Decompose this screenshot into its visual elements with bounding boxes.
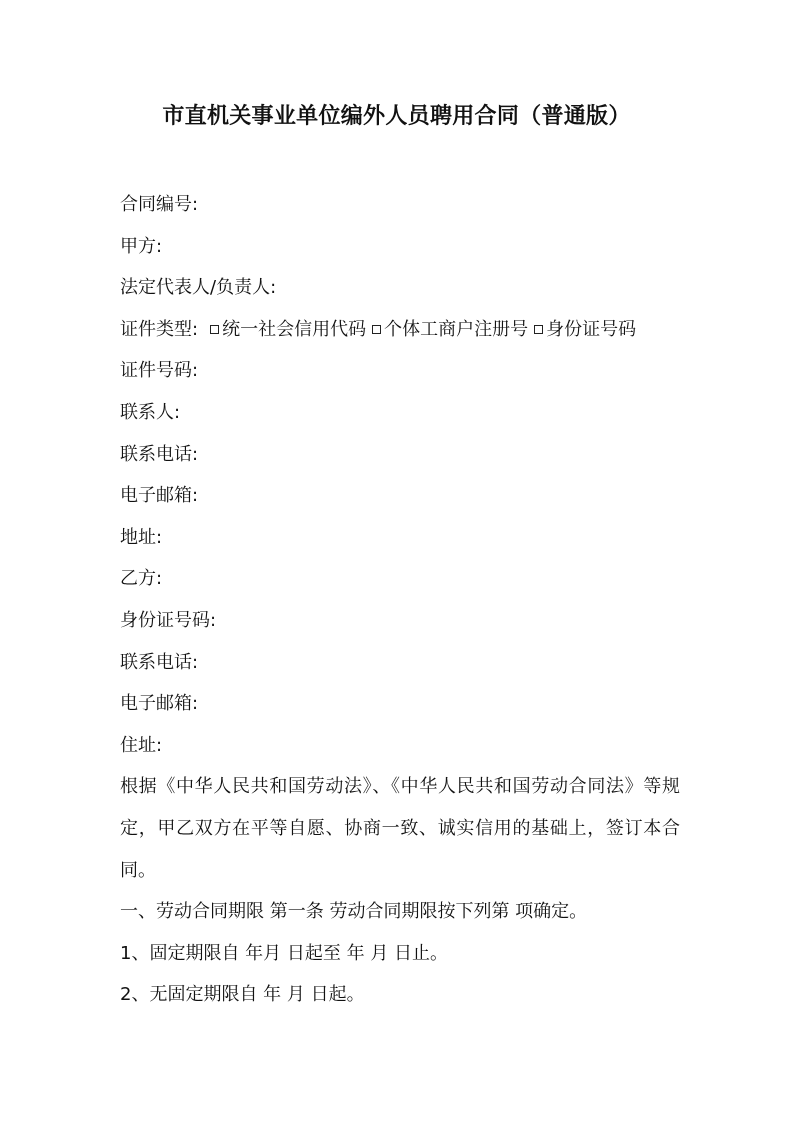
party-b-email-field: 电子邮箱: [120,693,199,715]
party-a-phone-field: 联系电话: [120,443,199,465]
contact-person-field: 联系人: [120,401,181,423]
checkbox-icon[interactable] [210,325,219,334]
id-type-label: 证件类型: [120,318,199,340]
legal-representative-field: 法定代表人/负责人: [120,277,277,299]
contract-number-field: 合同编号: [120,194,199,215]
id-type-option-id-card: 身份证号码 [546,318,637,340]
party-a-email-field: 电子邮箱: [120,485,199,507]
id-type-option-business-registration: 个体工商户注册号 [384,318,529,340]
document-title: 市直机关事业单位编外人员聘用合同（普通版） [162,104,631,129]
party-b-id-card-field: 身份证号码: [120,609,217,631]
checkbox-icon[interactable] [534,325,543,334]
id-type-option-credit-code: 统一社会信用代码 [222,318,367,340]
party-b-phone-field: 联系电话: [120,651,199,673]
id-type-field [120,309,680,351]
party-b-field: 乙方: [120,568,163,590]
party-a-field: 甲方: [120,235,163,257]
party-a-address-field: 地址: [120,526,163,548]
intro-paragraph: 根据《中华人民共和国劳动法》、《中华人民共和国劳动合同法》等规定，甲乙双方在平等自愿、协商一致、诚实信用的基础上，签订本合同。 [120,776,680,881]
open-ended-term-item: 2、无固定期限自 年 月 日起。 [120,984,365,1006]
checkbox-icon[interactable] [372,325,381,334]
party-b-address-field: 住址: [120,734,163,756]
id-number-field: 证件号码: [120,360,199,382]
document-body [120,184,680,1016]
section-1-heading: 一、劳动合同期限 第一条 劳动合同期限按下列第 项确定。 [120,901,588,923]
fixed-term-item: 1、固定期限自 年月 日起至 年 月 日止。 [120,942,449,964]
